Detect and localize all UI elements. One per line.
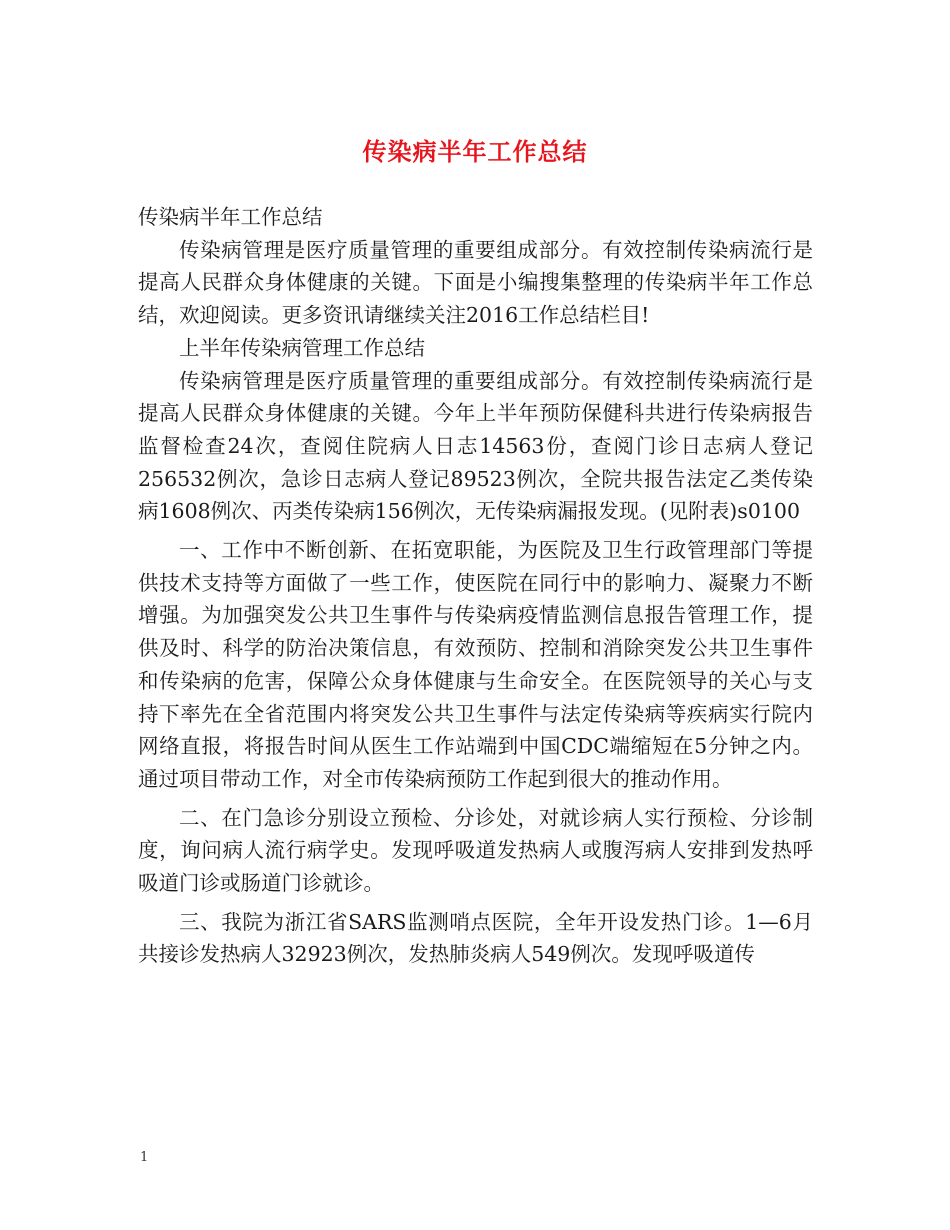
paragraph-item-1: 一、工作中不断创新、在拓宽职能，为医院及卫生行政管理部门等提供技术支持等方面做了一些工作，使医院在同行中的影响力、凝聚力不断增强。为加强突发公共卫生事件与传染病疫情监测信息报告管理工作，提供及时、科学的防治决策信息，有效预防、控制和消除突发公共卫生事件和传染病的危害，保障公众身体健康与生命安全。在医院领导的关心与支持下率先在全省范围内将突发公共卫生事件与法定传染病等疾病实行院内网络直报，将报告时间从医生工作站端到中国CDC端缩短在5分钟之内。通过项目带动工作，对全市传染病预防工作起到很大的推动作用。	[138, 538, 813, 791]
paragraph-item-3: 三、我院为浙江省SARS监测哨点医院，全年开设发热门诊。1—6月共接诊发热病人32923例次，发热肺炎病人549例次。发现呼吸道传	[138, 909, 813, 967]
subtitle-line: 传染病半年工作总结	[138, 205, 323, 229]
section-heading: 上半年传染病管理工作总结	[179, 335, 425, 360]
summary-paragraph: 传染病管理是医疗质量管理的重要组成部分。有效控制传染病流行是提高人民群众身体健康的关键。今年上半年预防保健科共进行传染病报告监督检查24次，查阅住院病人日志14563份，查阅门诊日志病人登记256532例次，急诊日志病人登记89523例次，全院共报告法定乙类传染病1608例次、丙类传染病156例次，无传染病漏报发现。(见附表)s0100	[138, 368, 813, 524]
intro-paragraph: 传染病管理是医疗质量管理的重要组成部分。有效控制传染病流行是提高人民群众身体健康的关键。下面是小编搜集整理的传染病半年工作总结，欢迎阅读。更多资讯请继续关注2016工作总结栏目!	[138, 237, 813, 328]
page-number: 1	[140, 1150, 149, 1165]
document-body	[138, 201, 813, 971]
paragraph-item-2: 二、在门急诊分别设立预检、分诊处，对就诊病人实行预检、分诊制度，询问病人流行病学史。发现呼吸道发热病人或腹泻病人安排到发热呼吸道门诊或肠道门诊就诊。	[138, 805, 813, 896]
document-title: 传染病半年工作总结	[362, 137, 588, 166]
